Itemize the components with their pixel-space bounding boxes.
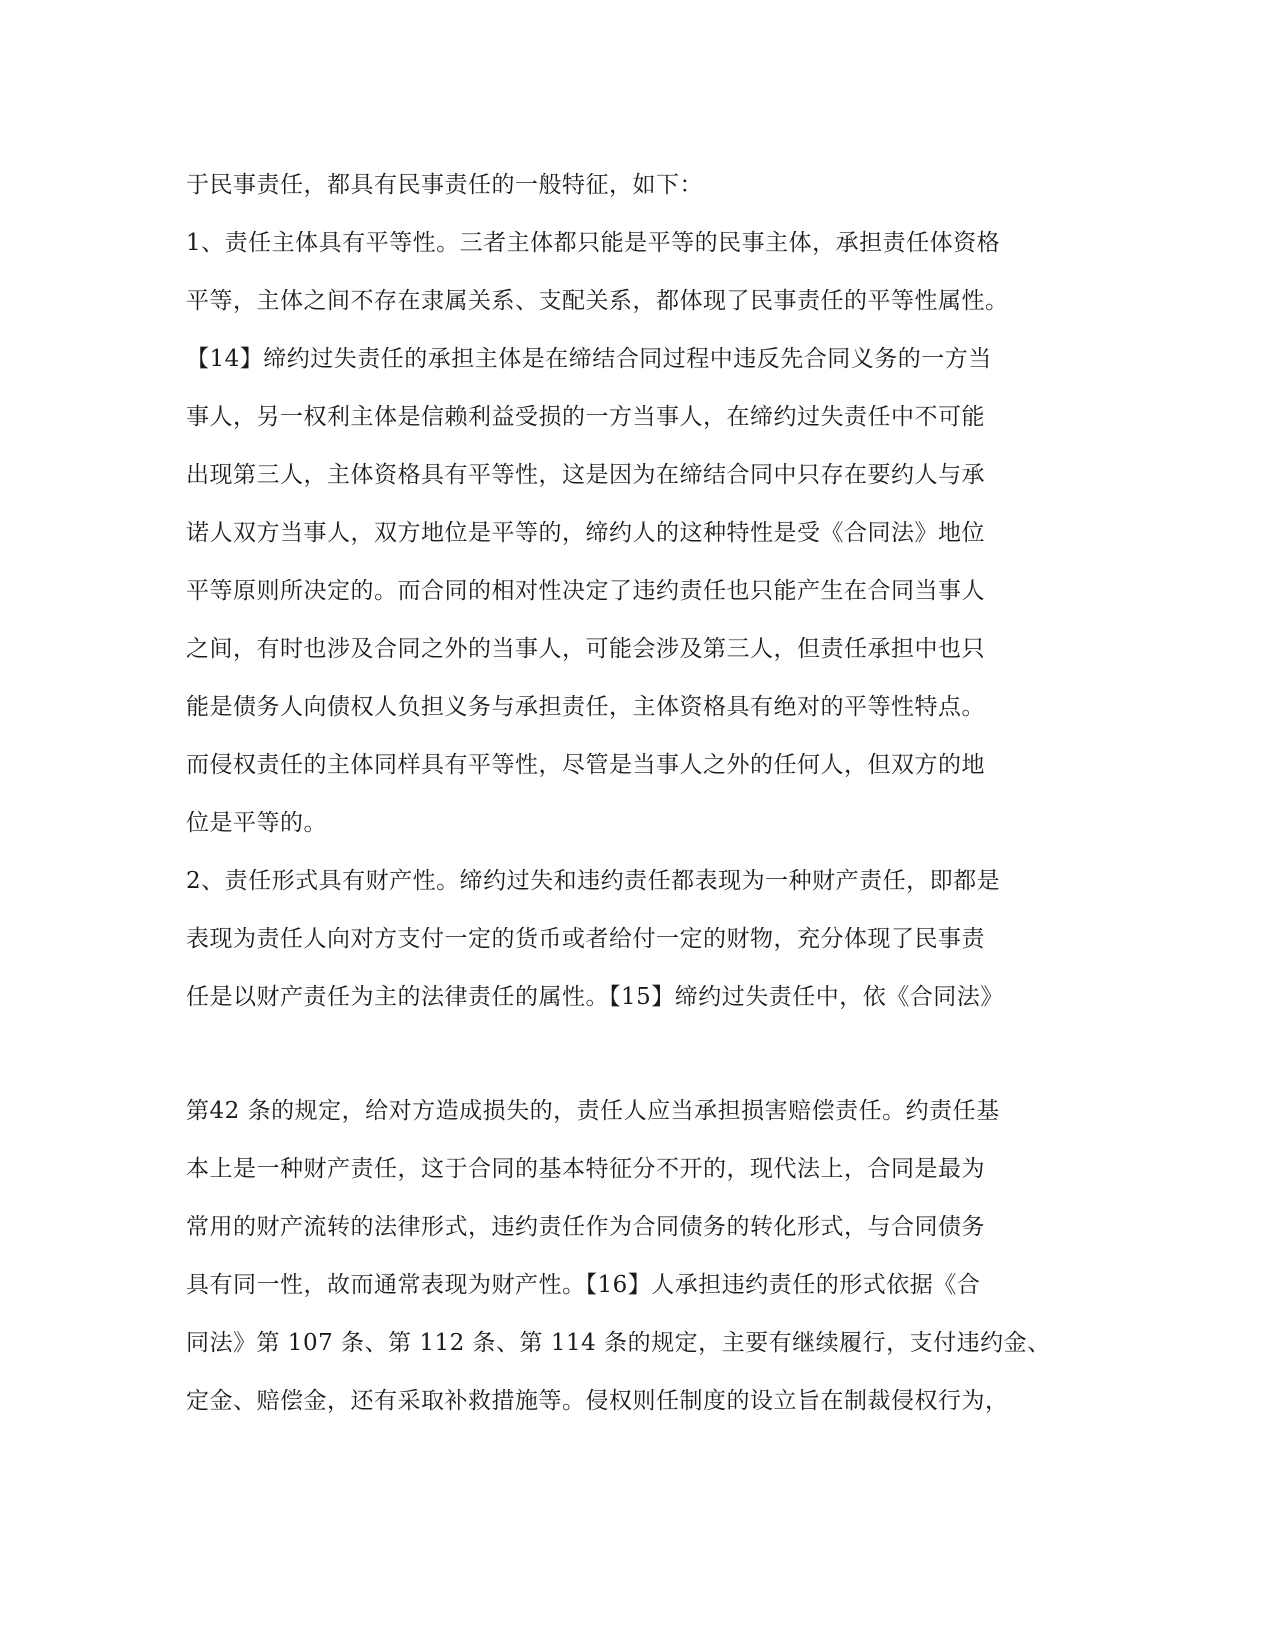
text-line: 任是以财产责任为主的法律责任的属性。【15】缔约过失责任中，依《合同法》	[186, 984, 1004, 1010]
text-line: 出现第三人，主体资格具有平等性，这是因为在缔结合同中只存在要约人与承	[186, 462, 985, 488]
text-line: 于民事责任，都具有民事责任的一般特征，如下：	[186, 172, 703, 198]
text-line: 【14】缔约过失责任的承担主体是在缔结合同过程中违反先合同义务的一方当	[186, 346, 992, 372]
text-line: 而侵权责任的主体同样具有平等性，尽管是当事人之外的任何人，但双方的地	[186, 752, 985, 778]
text-line: 事人，另一权利主体是信赖利益受损的一方当事人，在缔约过失责任中不可能	[186, 404, 985, 430]
text-line: 常用的财产流转的法律形式，违约责任作为合同债务的转化形式，与合同债务	[186, 1214, 985, 1240]
text-line: 第42 条的规定，给对方造成损失的，责任人应当承担损害赔偿责任。约责任基	[186, 1098, 1000, 1124]
text-line: 之间，有时也涉及合同之外的当事人，可能会涉及第三人，但责任承担中也只	[186, 636, 985, 662]
text-line: 能是债务人向债权人负担义务与承担责任，主体资格具有绝对的平等性特点。	[186, 694, 985, 720]
text-line: 本上是一种财产责任，这于合同的基本特征分不开的，现代法上，合同是最为	[186, 1156, 985, 1182]
text-line: 具有同一性，故而通常表现为财产性。【16】人承担违约责任的形式依据《合	[186, 1272, 981, 1298]
text-line: 平等原则所决定的。而合同的相对性决定了违约责任也只能产生在合同当事人	[186, 578, 985, 604]
text-line: 1、责任主体具有平等性。三者主体都只能是平等的民事主体，承担责任体资格	[186, 230, 1001, 256]
text-line: 定金、赔偿金，还有采取补救措施等。侵权则任制度的设立旨在制裁侵权行为，	[186, 1388, 1009, 1414]
text-line: 诺人双方当事人，双方地位是平等的，缔约人的这种特性是受《合同法》地位	[186, 520, 985, 546]
text-line: 2、责任形式具有财产性。缔约过失和违约责任都表现为一种财产责任，即都是	[186, 868, 1001, 894]
text-line: 平等，主体之间不存在隶属关系、支配关系，都体现了民事责任的平等性属性。	[186, 288, 1009, 314]
text-line: 同法》第 107 条、第 112 条、第 114 条的规定，主要有继续履行，支付违约金、	[186, 1330, 1051, 1356]
text-line: 表现为责任人向对方支付一定的货币或者给付一定的财物，充分体现了民事责	[186, 926, 985, 952]
text-line: 位是平等的。	[186, 810, 327, 836]
